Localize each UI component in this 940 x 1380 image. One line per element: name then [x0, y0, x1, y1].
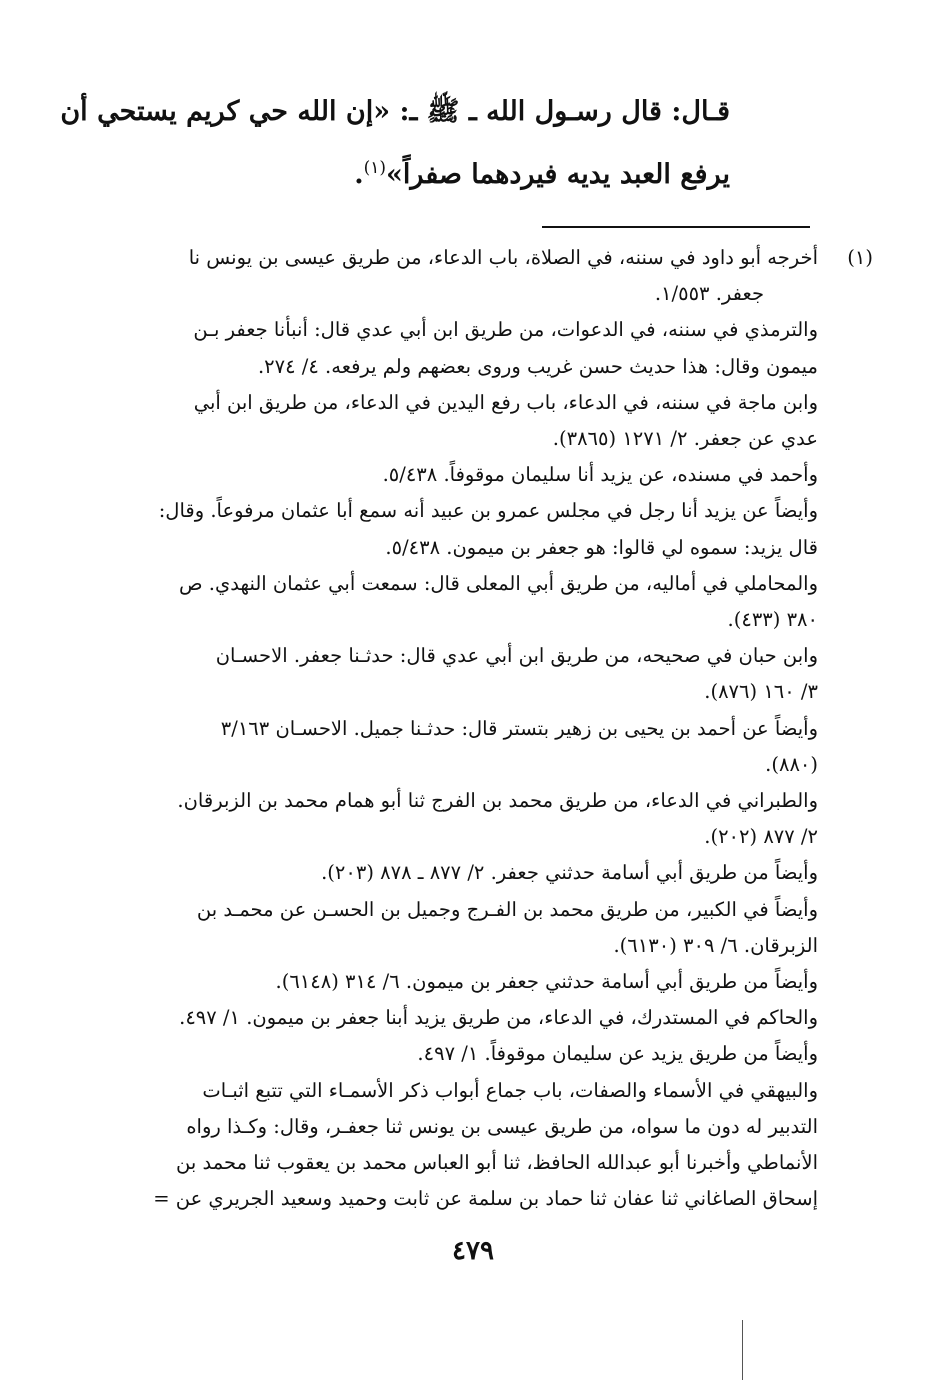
footnote-line: وأحمد في مسنده، عن يزيد أنا سليمان موقوفاً. ٥/٤٣٨. — [382, 463, 818, 487]
footnote-line — [118, 240, 873, 276]
footnote-line: الزبرقان. ٦/ ٣٠٩ (٦١٣٠). — [613, 933, 818, 957]
footnote-reference[interactable]: (١) — [363, 158, 387, 178]
footnote-line: جعفر. ١/٥٥٣. — [654, 282, 764, 306]
footnote-divider — [542, 226, 810, 228]
footnote-line: (٨٨٠). — [765, 752, 818, 776]
footnote-line: إسحاق الصاغاني ثنا عفان ثنا حماد بن سلمة عن ثابت وحميد وسعيد الجريري عن = — [153, 1187, 818, 1211]
main-text — [60, 84, 730, 203]
footnote-line: قال يزيد: سموه لي قالوا: هو جعفر بن ميمون. ٥/٤٣٨. — [385, 535, 818, 559]
footnote-line: وأيضاً من طريق يزيد عن سليمان موقوفاً. ١/ ٤٩٧. — [417, 1042, 818, 1066]
footnote-line: ٢/ ٨٧٧ (٢٠٢). — [704, 825, 818, 849]
footnote-line: والمحاملي في أماليه، من طريق أبي المعلى قال: سمعت أبي عثمان النهدي. ص — [179, 571, 818, 595]
footnote-line: الأنماطي وأخبرنا أبو عبدالله الحافظ، ثنا أبو العباس محمد بن يعقوب ثنا محمد بن — [176, 1151, 818, 1175]
main-text-line: يرفع العبد يديه فيردهما صفراً»$^{(١)}$. — [354, 158, 730, 190]
footnote-line: ميمون وقال: هذا حديث حسن غريب وروى بعضهم ولم يرفعه. ٤/ ٢٧٤. — [257, 354, 818, 378]
footnote-line: التدبير له دون ما سواه، من طريق عيسى بن يونس ثنا جعفـر، وقال: وكـذا رواه — [186, 1114, 818, 1138]
footnote-line: والبيهقي في الأسماء والصفات، باب جماع أبواب ذكر الأسمـاء التي تتبع اثبـات — [202, 1078, 818, 1102]
footnote-line: وأيضاً عن يزيد أنا رجل في مجلس عمرو بن عبيد أنه سمع أبا عثمان مرفوعاً. وقال: — [158, 499, 818, 523]
footnote-line: وأيضاً عن أحمد بن يحيى بن زهير بتستر قال: حدثـنا جميل. الاحسـان ٣/١٦٣ — [220, 716, 818, 740]
footnote-line: وابن ماجة في سننه، في الدعاء، باب رفع اليدين في الدعاء، من طريق ابن أبي — [193, 390, 818, 414]
footnote-line: ٣/ ١٦٠ (٨٧٦). — [704, 680, 818, 704]
main-text-line: قـال: قال رسـول الله ـ ﷺ ـ: «إن الله حي كريم يستحي أن — [60, 96, 730, 127]
footnote-line: وأيضاً من طريق أبي أسامة حدثني جعفر بن ميمون. ٦/ ٣١٤ (٦١٤٨). — [275, 970, 818, 994]
footnote-line: ٣٨٠ (٤٣٣). — [727, 608, 818, 632]
footnote-line-text: أخرجه أبو داود في سننه، في الصلاة، باب الدعاء، من طريق عيسى بن يونس نا — [188, 246, 818, 269]
footnote-number: (١) — [847, 246, 873, 269]
footnote-line: والترمذي في سننه، في الدعوات، من طريق ابن أبي عدي قال: أنبأنا جعفر بـن — [193, 318, 818, 342]
margin-line — [742, 1320, 743, 1380]
page-number: ٤٧٩ — [452, 1236, 494, 1266]
footnote-line: عدي عن جعفر. ٢/ ١٢٧١ (٣٨٦٥). — [552, 427, 818, 451]
footnote-line: والحاكم في المستدرك، في الدعاء، من طريق يزيد أبنا جعفر بن ميمون. ١/ ٤٩٧. — [179, 1006, 818, 1030]
footnote-line: وأيضاً في الكبير، من طريق محمد بن الفـرج وجميل بن الحسـن عن محمـد بن — [196, 897, 818, 921]
main-text-line-content: يرفع العبد يديه فيردهما صفراً» — [386, 159, 730, 190]
footnote-line: وابن حبان في صحيحه، من طريق ابن أبي عدي قال: حدثـنا جعفر. الاحسـان — [215, 644, 818, 668]
footnote-line: وأيضاً من طريق أبي أسامة حدثني جعفر. ٢/ ٨٧٧ ـ ٨٧٨ (٢٠٣). — [321, 861, 818, 885]
footnote-line: والطبراني في الدعاء، من طريق محمد بن الفرج ثنا أبو همام محمد بن الزبرقان. — [177, 789, 818, 813]
footnotes — [118, 240, 873, 1217]
